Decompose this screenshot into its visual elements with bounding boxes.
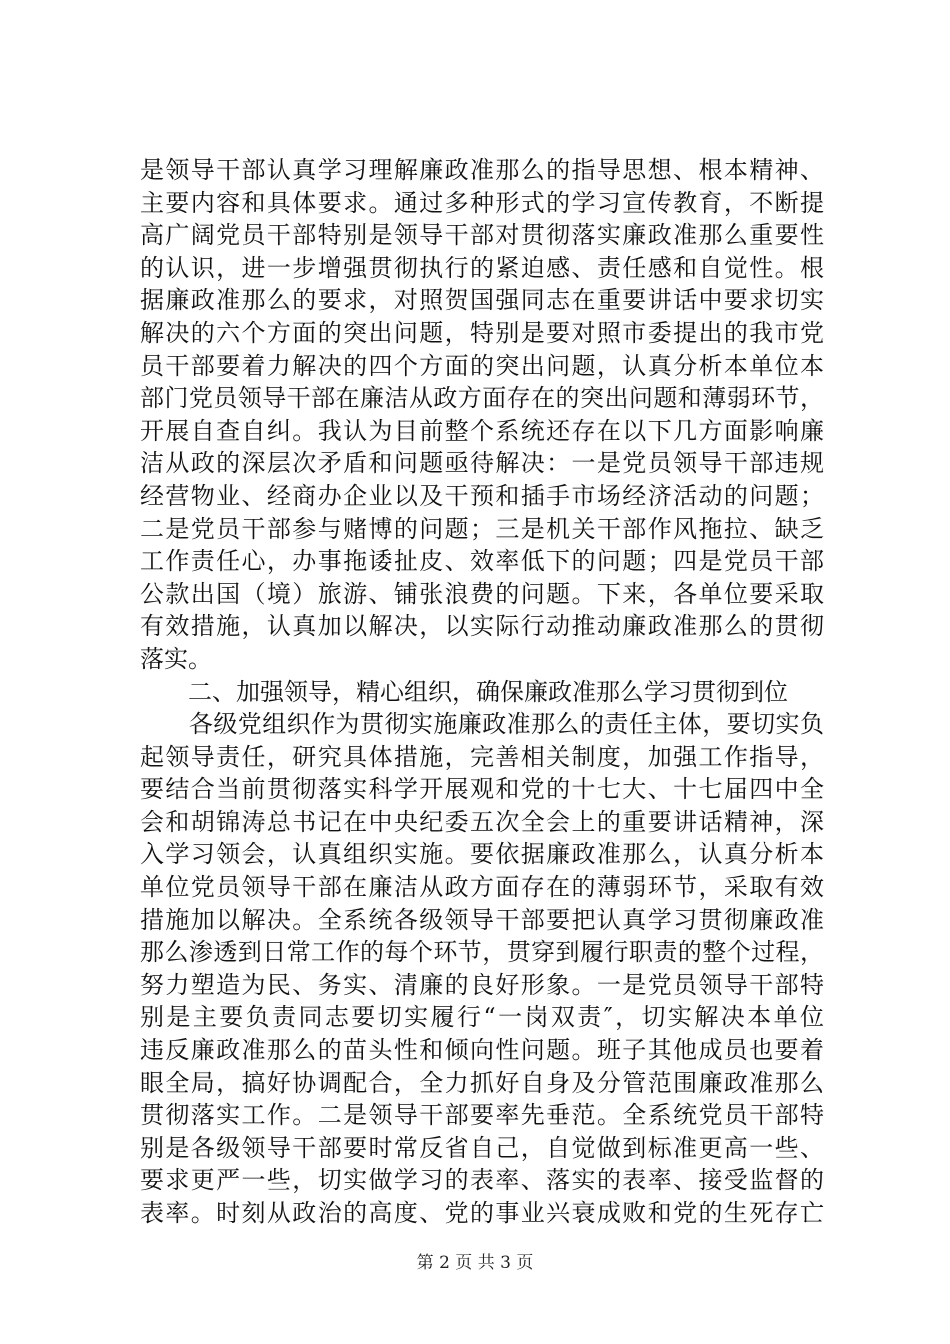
text-line: 要结合当前贯彻落实科学开展观和党的十七大、十七届四中全 [140,775,824,804]
text-line: 主要内容和具体要求。通过多种形式的学习宣传教育，不断提 [140,188,824,217]
text-line: 眼全局，搞好协调配合，全力抓好自身及分管范围廉政准那么 [140,1068,824,1097]
text-line: 高广阔党员干部特别是领导干部对贯彻落实廉政准那么重要性 [140,221,824,250]
text-line: 解决的六个方面的突出问题，特别是要对照市委提出的我市党 [140,318,824,347]
text-line: 各级党组织作为贯彻实施廉政准那么的责任主体，要切实负 [140,710,824,739]
text-line: 要求更严一些，切实做学习的表率、落实的表率、接受监督的 [140,1166,824,1195]
text-line: 开展自查自纠。我认为目前整个系统还存在以下几方面影响廉 [140,416,824,445]
text-line: 那么渗透到日常工作的每个环节，贯穿到履行职责的整个过程， [140,938,824,967]
text-line: 有效措施，认真加以解决，以实际行动推动廉政准那么的贯彻 [140,612,824,641]
text-line: 表率。时刻从政治的高度、党的事业兴衰成败和党的生死存亡 [140,1199,824,1227]
text-line: 落实。 [140,644,212,673]
text-line: 起领导责任，研究具体措施，完善相关制度，加强工作指导， [140,742,824,771]
text-line: 别是主要负责同志要切实履行“一岗双责″，切实解决本单位 [140,1003,824,1032]
text-line: 员干部要着力解决的四个方面的突出问题，认真分析本单位本 [140,351,824,380]
text-line: 单位党员领导干部在廉洁从政方面存在的薄弱环节，采取有效 [140,873,824,902]
text-line: 违反廉政准那么的苗头性和倾向性问题。班子其他成员也要着 [140,1036,824,1065]
text-line: 努力塑造为民、务实、清廉的良好形象。一是党员领导干部特 [140,970,824,999]
text-line: 贯彻落实工作。二是领导干部要率先垂范。全系统党员干部特 [140,1101,824,1130]
text-line: 经营物业、经商办企业以及干预和插手市场经济活动的问题； [140,481,824,510]
text-line: 洁从政的深层次矛盾和问题亟待解决：一是党员领导干部违规 [140,449,824,478]
text-line: 据廉政准那么的要求，对照贺国强同志在重要讲话中要求切实 [140,286,824,315]
text-line: 入学习领会，认真组织实施。要依据廉政准那么，认真分析本 [140,840,824,869]
section-heading: 二、加强领导，精心组织，确保廉政准那么学习贯彻到位 [140,677,788,706]
text-line: 会和胡锦涛总书记在中央纪委五次全会上的重要讲话精神，深 [140,807,824,836]
text-line: 措施加以解决。全系统各级领导干部要把认真学习贯彻廉政准 [140,905,824,934]
text-line: 公款出国（境）旅游、铺张浪费的问题。下来，各单位要采取 [140,579,824,608]
text-line: 是领导干部认真学习理解廉政准那么的指导思想、根本精神、 [140,156,824,184]
text-line: 部门党员领导干部在廉洁从政方面存在的突出问题和薄弱环节， [140,384,824,413]
text-line: 别是各级领导干部要时常反省自己，自觉做到标准更高一些、 [140,1133,824,1162]
body-text [140,154,824,1230]
page-number-footer: 第 2 页 共 3 页 [416,1253,534,1273]
text-line: 工作责任心，办事拖诿扯皮、效率低下的问题；四是党员干部 [140,547,824,576]
text-line: 的认识，进一步增强贯彻执行的紧迫感、责任感和自觉性。根 [140,253,824,282]
text-line: 二是党员干部参与赌博的问题；三是机关干部作风拖拉、缺乏 [140,514,824,543]
